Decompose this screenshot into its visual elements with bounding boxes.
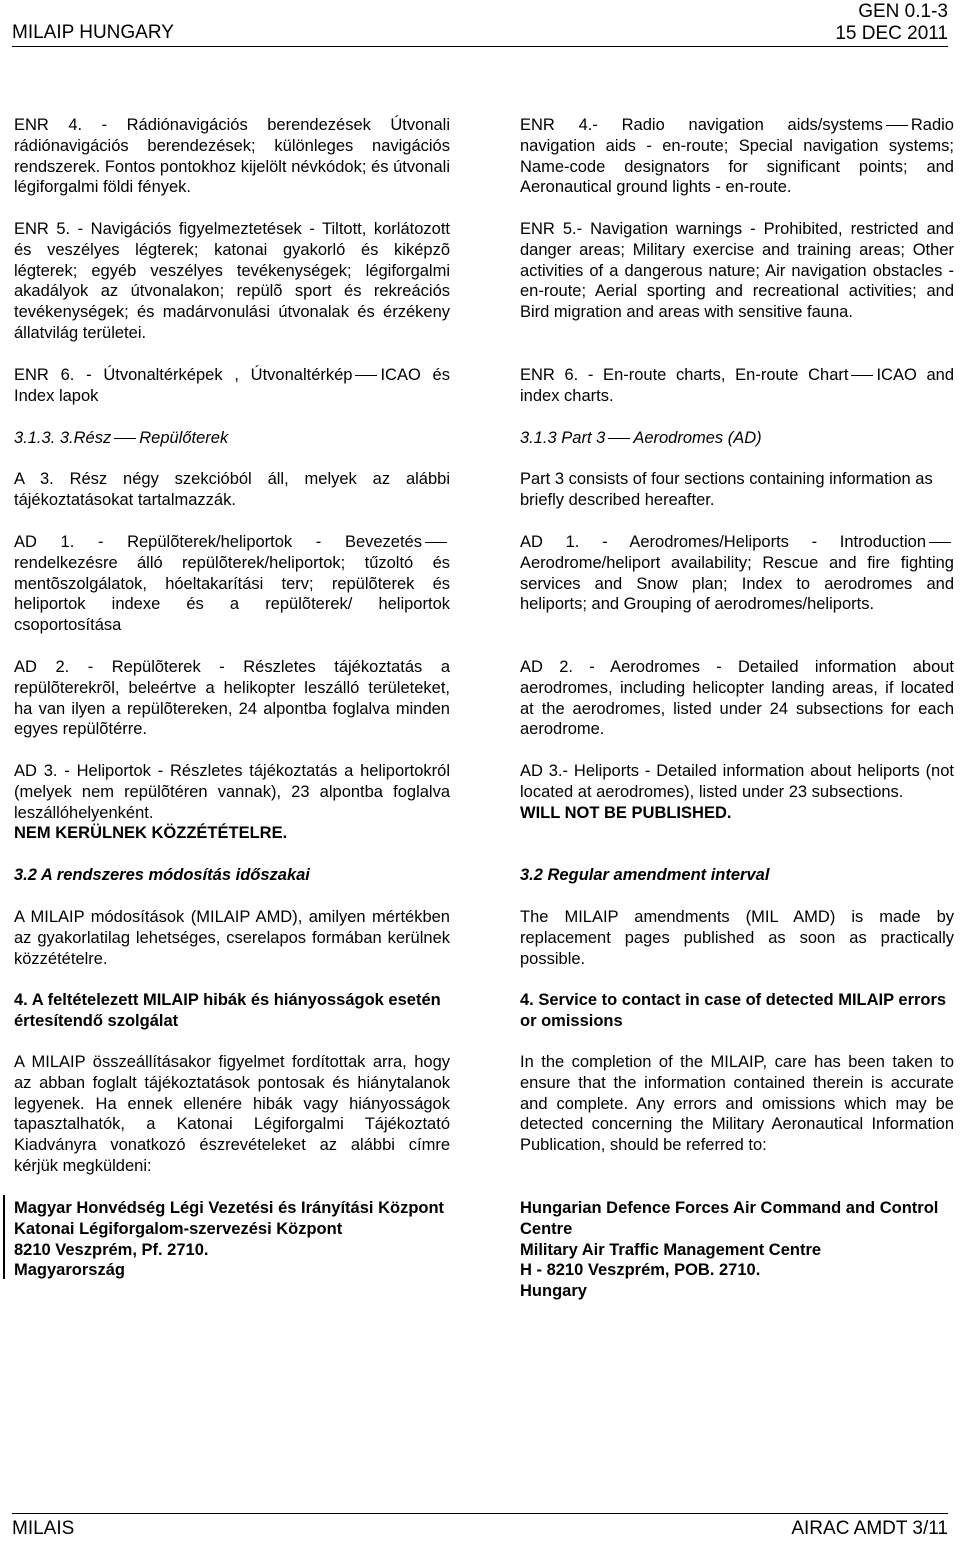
underscore-rule <box>425 542 447 543</box>
underscore-rule <box>608 438 630 439</box>
header-publication: MILAIP HUNGARY <box>12 22 174 43</box>
en-enr4-text: Radio navigation aids - en-route; Special navigation systems; Name-code designators for significant points; and Aeronautical ground lights - en-route. <box>520 116 954 197</box>
underscore-rule <box>886 125 908 126</box>
hu-section-3-2-heading: 3.2 A rendszeres módosítás időszakai <box>14 866 310 884</box>
hu-enr6-para <box>14 365 450 407</box>
en-4-para: In the completion of the MILAIP, care has been taken to ensure that the information contained therein is accurate and complete. Any errors and omissions which may be detected concerning the Military Aeronautical Information Publication, should be referred to: <box>520 1053 954 1155</box>
en-heading-text: Aerodromes (AD) <box>633 429 762 447</box>
en-section-3-1-3-heading <box>520 428 954 449</box>
en-enr6-text: ENR 6. - En-route charts, En-route Chart <box>520 366 849 384</box>
en-address-line: Hungarian Defence Forces Air Command and Control Centre <box>520 1199 939 1238</box>
en-address-line: Military Air Traffic Management Centre <box>520 1240 822 1259</box>
hu-ad1-para <box>14 532 450 636</box>
en-heading-number: 3.1.3 Part 3 <box>520 429 606 447</box>
en-enr6-para <box>520 365 954 407</box>
hu-ad3-para <box>14 761 450 844</box>
en-3-2-para: The MILAIP amendments (MIL AMD) is made by replacement pages published as soon as practically possible. <box>520 908 954 968</box>
hu-heading-text: Repülőterek <box>139 429 229 447</box>
en-enr5-para: ENR 5.- Navigation warnings - Prohibited, restricted and danger areas; Military exercise and training areas; Other activities of a dangerous nature; Air navigation obstacles - en-route; Aerial sporting and recreational activities; and Bird migration and areas with sensitive fauna. <box>520 220 954 322</box>
en-ad3-para <box>520 761 954 823</box>
underscore-rule <box>851 375 873 376</box>
en-address-block <box>520 1198 954 1302</box>
en-section-3-2-heading: 3.2 Regular amendment interval <box>520 866 770 884</box>
hu-address-line: Magyarország <box>14 1261 125 1280</box>
hu-address-line: Magyar Honvédség Légi Vezetési és Irányítási Központ <box>14 1199 445 1217</box>
header-page-ref <box>835 1 948 45</box>
hu-ad1-title: AD 1. - Repülõterek/heliportok - Bevezetés <box>14 533 422 551</box>
underscore-rule <box>355 375 377 376</box>
en-ad1-para <box>520 532 954 615</box>
hu-ad3-not-published: NEM KERÜLNEK KÖZZÉTÉTELRE. <box>14 824 288 843</box>
underscore-rule <box>929 542 951 543</box>
header-page-number: GEN 0.1-3 <box>858 1 948 22</box>
en-address-line: H - 8210 Veszprém, POB. 2710. <box>520 1261 761 1280</box>
en-ad1-text: Aerodrome/heliport availability; Rescue and fire fighting services and Snow plan; Index to aerodromes and heliports; and Grouping of aerodromes/heliports. <box>520 553 954 614</box>
hu-4-para: A MILAIP összeállításakor figyelmet fordítottak arra, hogy az abban foglalt tájékoztatások pontosak és hiánytalanok legyenek. Ha ennek ellenére hibák vagy hiányosságok tapasztalhatók, a Katonai Légiforgalmi Tájékoztató Kiadványra vonatkozó észrevételeket az alábbi címre kérjük megküldeni: <box>14 1053 450 1175</box>
footer-rule <box>12 1513 948 1514</box>
hu-address-line: Katonai Légiforgalom-szervezési Központ <box>14 1219 343 1238</box>
footer-publisher: MILAIS <box>12 1518 75 1539</box>
hu-enr4-para: ENR 4. - Rádiónavigációs berendezések Útvonali rádiónavigációs berendezések; különleges navigációs rendszerek. Fontos pontokhoz kijelölt névkódok; és útvonali légiforgalmi földi fények. <box>14 116 450 197</box>
hu-address-block <box>14 1198 450 1281</box>
hu-enr6-text: ENR 6. - Útvonaltérképek , Útvonaltérkép <box>14 366 353 384</box>
hu-section-3-1-3-heading <box>14 428 450 449</box>
en-ad1-title: AD 1. - Aerodromes/Heliports - Introduction <box>520 533 926 551</box>
hu-section-4-heading: 4. A feltételezett MILAIP hibák és hiányosságok esetén értesítendő szolgálat <box>14 991 441 1030</box>
hu-address-line: 8210 Veszprém, Pf. 2710. <box>14 1240 209 1259</box>
en-ad3-text: AD 3.- Heliports - Detailed information about heliports (not located at aerodromes), listed under 23 subsections. <box>520 762 954 801</box>
en-enr6-text-cont: ICAO and index charts. <box>520 366 954 405</box>
en-part3-para: Part 3 consists of four sections containing information as briefly described hereafter. <box>520 470 933 509</box>
hu-enr6-text-cont: ICAO és Index lapok <box>14 366 450 405</box>
hu-ad1-text: rendelkezésre álló repülõterek/heliportok; tűzoltó és mentõszolgálatok, hóeltakarítási terv; repülõterek és heliportok indexe és a repülõterek/ heliportok csoportosítása <box>14 553 450 635</box>
underscore-rule <box>114 438 136 439</box>
footer-amendment: AIRAC AMDT 3/11 <box>791 1518 948 1539</box>
en-address-line: Hungary <box>520 1282 587 1301</box>
header-date: 15 DEC 2011 <box>835 23 948 44</box>
hu-enr5-para: ENR 5. - Navigációs figyelmeztetések - Tiltott, korlátozott és veszélyes légterek; katonai gyakorló és kiképzõ légterek; egyéb veszélyes tevékenységek; légiforgalmi akadályok az útvonalakon; repülõ sport és rekreációs tevékenységek; és madárvonulási útvonalak és érzékeny állatvilág területei. <box>14 220 450 342</box>
en-ad3-not-published: WILL NOT BE PUBLISHED. <box>520 803 732 822</box>
en-ad2-para: AD 2. - Aerodromes - Detailed information about aerodromes, including helicopter landing areas, if located at the aerodromes, listed under 24 subsections for each aerodrome. <box>520 658 954 739</box>
en-enr4-title: ENR 4.- Radio navigation aids/systems <box>520 116 883 134</box>
change-bar <box>3 1195 5 1279</box>
hu-ad2-para: AD 2. - Repülõterek - Részletes tájékoztatás a repülõterekrõl, beleértve a helikopter leszálló területeket, ha van ilyen a repülõtereken, 24 alpontba foglalva minden egyes repülõtérre. <box>14 658 450 739</box>
header-rule <box>12 46 948 47</box>
hu-ad3-text: AD 3. - Heliportok - Részletes tájékoztatás a heliportokról (melyek nem repülõtéren vannak), 23 alpontba foglalva leszállóhelyenként. <box>14 762 450 822</box>
en-enr4-para <box>520 115 954 198</box>
hu-part3-para: A 3. Rész négy szekcióból áll, melyek az alábbi tájékoztatásokat tartalmazzák. <box>14 470 450 509</box>
hu-heading-number: 3.1.3. 3.Rész <box>14 429 112 447</box>
hu-3-2-para: A MILAIP módosítások (MILAIP AMD), amilyen mértékben az gyakorlatilag lehetséges, cserelapos formában kerülnek közzétételre. <box>14 908 450 968</box>
en-section-4-heading: 4. Service to contact in case of detected MILAIP errors or omissions <box>520 991 947 1030</box>
